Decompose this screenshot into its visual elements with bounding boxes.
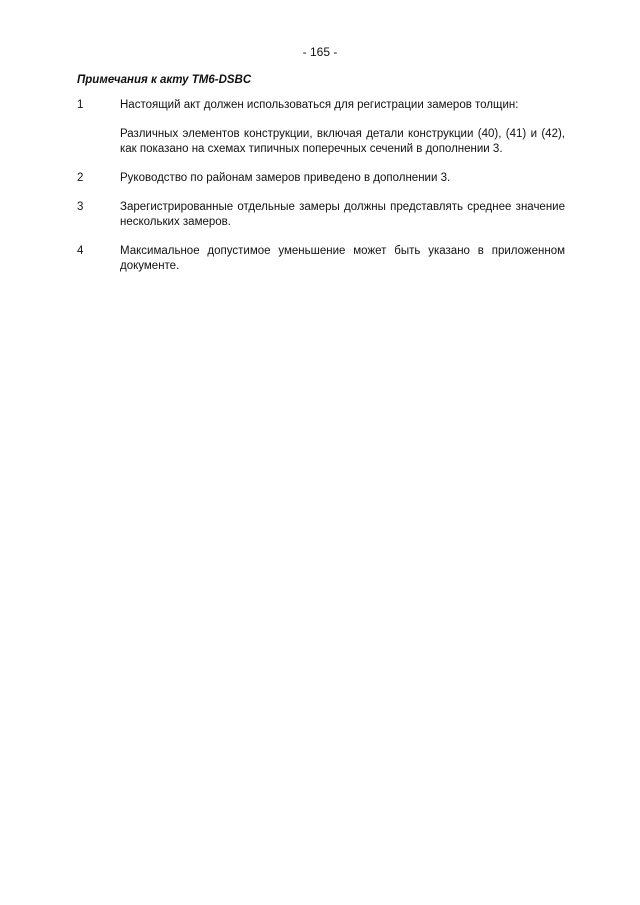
note-body: [120, 171, 565, 186]
note-number: 1: [77, 99, 84, 111]
note-text: Максимальное допустимое уменьшение может быть указано в приложенном документе.: [120, 245, 565, 272]
note-subparagraph: Различных элементов конструкции, включая детали конструкции (40), (41) и (42), как показано на схемах типичных поперечных сечений в дополнении 3.: [120, 128, 565, 155]
note-body: [120, 98, 565, 157]
note-number: 4: [77, 245, 84, 257]
note-number: 3: [77, 201, 84, 213]
note-item-1: [77, 98, 565, 157]
note-text: Зарегистрированные отдельные замеры должны представлять среднее значение нескольких замеров.: [120, 201, 565, 228]
page-number: - 165 -: [302, 45, 338, 59]
note-body: [120, 200, 565, 230]
note-item-2: [77, 171, 565, 186]
note-text: Настоящий акт должен использоваться для регистрации замеров толщин:: [120, 99, 519, 111]
note-item-3: [77, 200, 565, 230]
note-number: 2: [77, 172, 84, 184]
note-text: Руководство по районам замеров приведено в дополнении 3.: [120, 172, 451, 184]
notes-title: Примечания к акту TM6-DSBC: [77, 74, 252, 86]
note-body: [120, 244, 565, 274]
notes-list: [77, 98, 565, 288]
note-item-4: [77, 244, 565, 274]
